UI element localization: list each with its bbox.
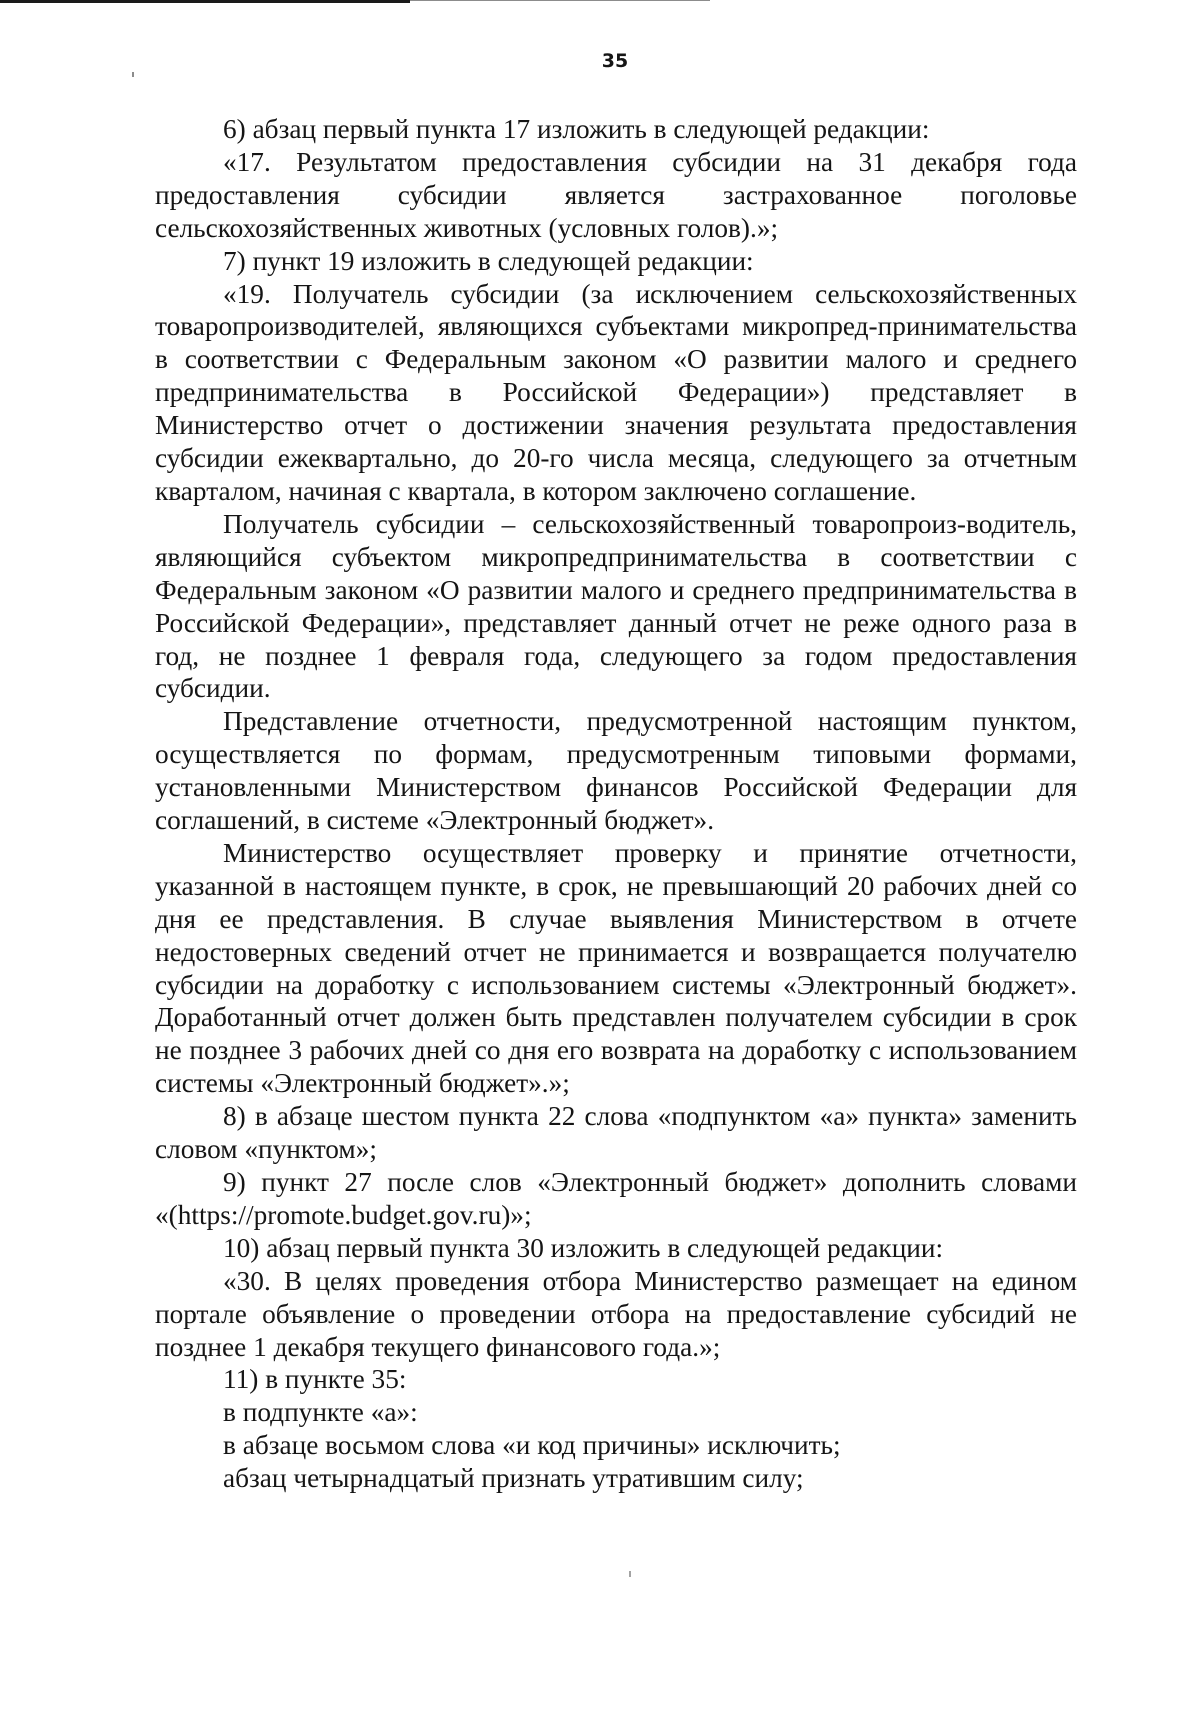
document-body (155, 113, 1077, 1495)
paragraph: 8) в абзаце шестом пункта 22 слова «подпунктом «а» пункта» заменить словом «пунктом»; (155, 1101, 1077, 1165)
scan-edge-mark (0, 0, 410, 3)
scan-speck (132, 72, 134, 77)
paragraph: Получатель субсидии – сельскохозяйственный товаропроиз-водитель, являющийся субъектом микропредпринимательства в соответствии с Федеральным законом «О развитии малого и среднего предпринимательства в Российской Федерации», представляет данный отчет не реже одного раза в год, не позднее 1 февраля года, следующего за годом предоставления субсидии. (155, 508, 1077, 704)
paragraph: 9) пункт 27 после слов «Электронный бюджет» дополнить словами «(https://promote.budget.gov.ru)»; (155, 1167, 1077, 1230)
paragraph: «30. В целях проведения отбора Министерство размещает на едином портале объявление о проведении отбора на предоставление субсидий не позднее 1 декабря текущего финансового года.»; (155, 1265, 1077, 1362)
paragraph: 10) абзац первый пункта 30 изложить в следующей редакции: (223, 1232, 944, 1263)
paragraph: «17. Результатом предоставления субсидии на 31 декабря года предоставления субсидии является застрахованное поголовье сельскохозяйственных животных (условных голов).»; (155, 146, 1077, 243)
scan-edge-mark (410, 0, 710, 1)
paragraph: 11) в пункте 35: (223, 1364, 407, 1395)
paragraph: Министерство осуществляет проверку и принятие отчетности, указанной в настоящем пункте, в срок, не превышающий 20 рабочих дней со дня ее представления. В случае выявления Министерством в отчете недостоверных сведений отчет не принимается и возвращается получателю субсидии на доработку с использованием системы «Электронный бюджет». Доработанный отчет должен быть представлен получателем субсидии в срок не позднее 3 рабочих дней со дня его возврата на доработку с использованием системы «Электронный бюджет».»; (155, 837, 1077, 1099)
paragraph: Представление отчетности, предусмотренной настоящим пунктом, осуществляется по формам, предусмотренным типовыми формами, установленными Министерством финансов Российской Федерации для соглашений, в системе «Электронный бюджет». (155, 706, 1077, 836)
paragraph: в абзаце восьмом слова «и код причины» исключить; (223, 1430, 841, 1461)
paragraph: абзац четырнадцатый признать утратившим силу; (223, 1463, 804, 1494)
paragraph: 7) пункт 19 изложить в следующей редакции: (223, 245, 754, 276)
scan-speck (629, 1571, 631, 1577)
paragraph: в подпункте «а»: (223, 1397, 418, 1428)
paragraph: 6) абзац первый пункта 17 изложить в следующей редакции: (223, 114, 930, 144)
page-number: 35 (601, 50, 629, 72)
paragraph: «19. Получатель субсидии (за исключением сельскохозяйственных товаропроизводителей, являющихся субъектами микропред-принимательства в соответствии с Федеральным законом «О развитии малого и среднего предпринимательства в Российской Федерации») представляет в Министерство отчет о достижении значения результата предоставления субсидии ежеквартально, до 20-го числа месяца, следующего за отчетным кварталом, начиная с квартала, в котором заключено соглашение. (155, 278, 1077, 506)
